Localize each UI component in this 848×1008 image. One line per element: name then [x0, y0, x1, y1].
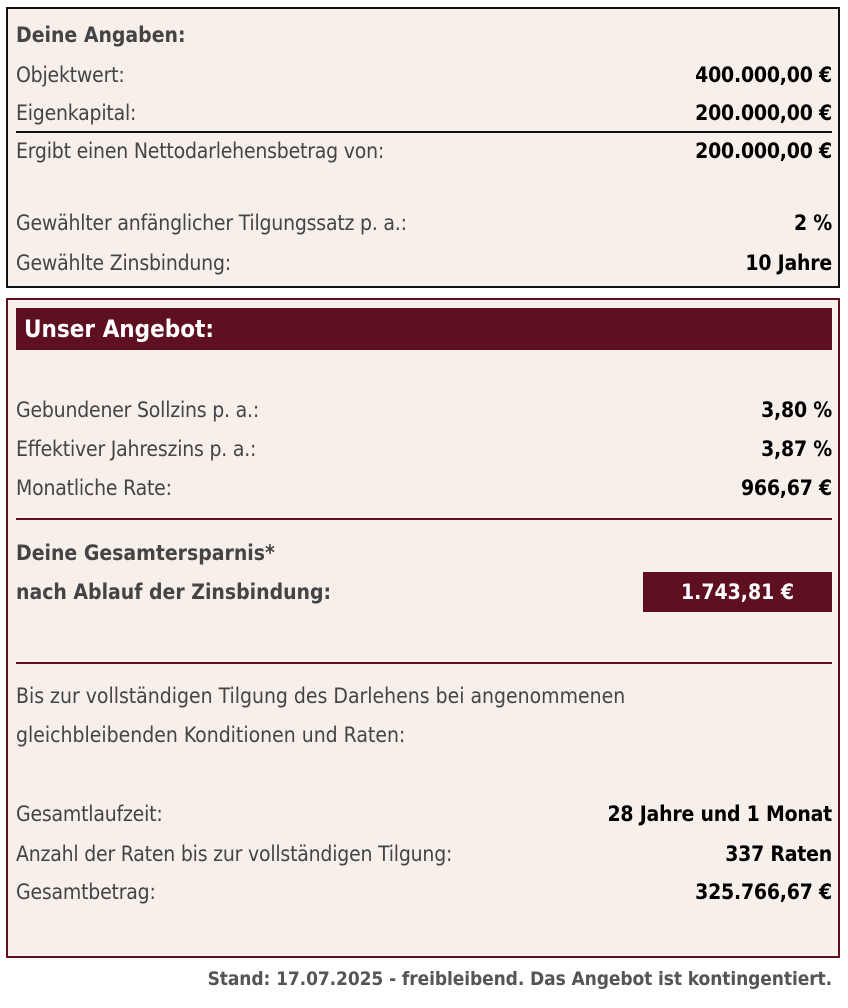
row-label: Monatliche Rate: [16, 476, 172, 500]
row-effektiver-jahreszins [16, 434, 832, 464]
row-eigenkapital [16, 98, 832, 128]
row-value: 337 Raten [725, 842, 832, 866]
sum-divider [16, 131, 832, 133]
row-value: 3,87 % [761, 437, 832, 461]
row-objektwert [16, 60, 832, 90]
row-sollzins [16, 395, 832, 425]
repayment-note [16, 677, 832, 755]
row-label: Anzahl der Raten bis zur vollständigen Tilgung: [16, 842, 453, 866]
row-value: 200.000,00 € [695, 139, 832, 163]
row-label: Ergibt einen Nettodarlehensbetrag von: [16, 139, 385, 163]
savings-title: Deine Gesamtersparnis* [16, 541, 275, 565]
row-value: 3,80 % [761, 398, 832, 422]
row-value: 10 Jahre [745, 251, 832, 275]
row-label: Gesamtlaufzeit: [16, 802, 163, 826]
row-tilgungssatz [16, 208, 832, 238]
row-nettodarlehensbetrag [16, 136, 832, 166]
row-label: Gewählte Zinsbindung: [16, 251, 231, 275]
row-label: Gebundener Sollzins p. a.: [16, 398, 259, 422]
row-value: 325.766,67 € [695, 880, 832, 904]
row-label: Objektwert: [16, 63, 125, 87]
row-gesamtbetrag [16, 877, 832, 907]
savings-divider [16, 662, 832, 664]
row-label: Eigenkapital: [16, 101, 137, 125]
offer-panel [6, 298, 840, 958]
savings-subtitle: nach Ablauf der Zinsbindung: [16, 580, 332, 604]
row-value: 966,67 € [740, 476, 832, 500]
row-gesamtlaufzeit [16, 799, 832, 829]
row-value: 400.000,00 € [695, 63, 832, 87]
savings-value-badge: 1.743,81 € [643, 572, 832, 612]
row-value: 2 % [793, 211, 832, 235]
row-zinsbindung [16, 248, 832, 278]
row-label: Effektiver Jahreszins p. a.: [16, 437, 257, 461]
row-value: 28 Jahre und 1 Monat [607, 802, 832, 826]
repayment-note-line1: Bis zur vollständigen Tilgung des Darlehens bei angenommenen [16, 684, 626, 708]
input-summary-panel [6, 7, 840, 288]
input-heading: Deine Angaben: [16, 23, 186, 47]
repayment-note-line2: gleichbleibenden Konditionen und Raten: [16, 723, 406, 747]
row-label: Gewählter anfänglicher Tilgungssatz p. a.: [16, 211, 407, 235]
row-label: Gesamtbetrag: [16, 880, 156, 904]
offer-header: Unser Angebot: [16, 308, 832, 350]
row-value: 200.000,00 € [695, 101, 832, 125]
row-anzahl-raten [16, 839, 832, 869]
rates-divider [16, 518, 832, 520]
footnote: Stand: 17.07.2025 - freibleibend. Das Angebot ist kontingentiert. [207, 968, 832, 990]
row-monatliche-rate [16, 473, 832, 503]
